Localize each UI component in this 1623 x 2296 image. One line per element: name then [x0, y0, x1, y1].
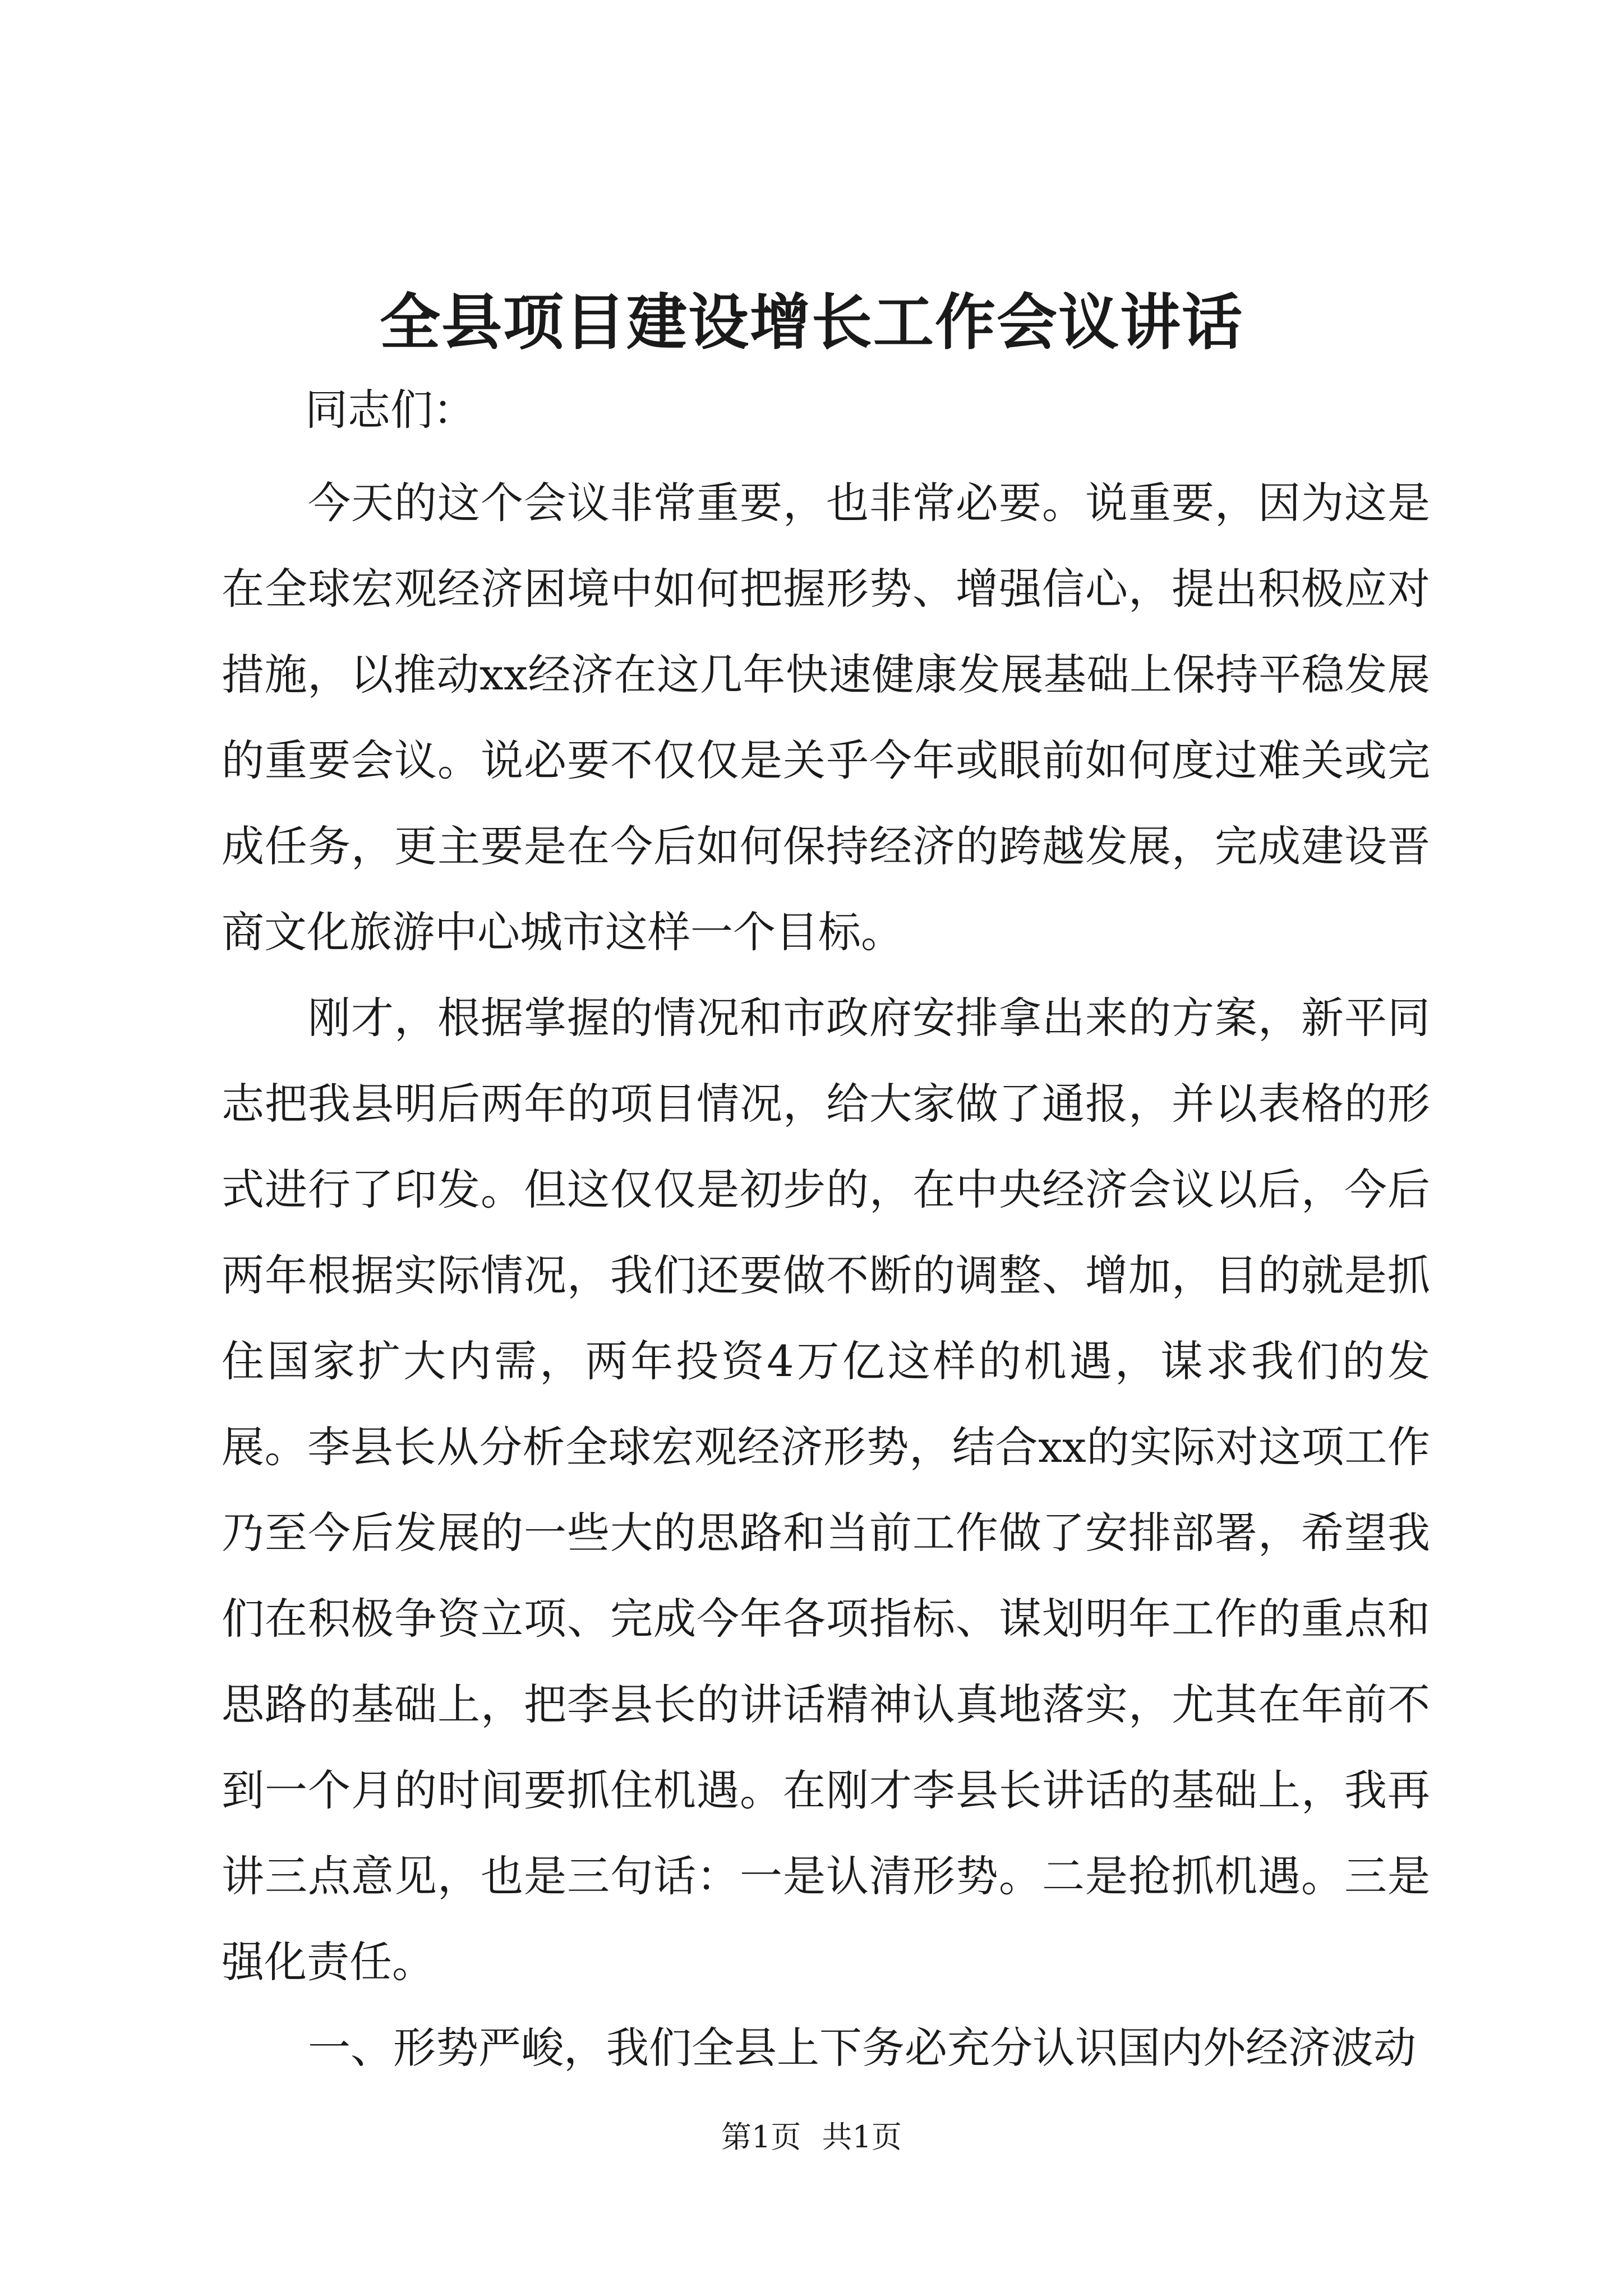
paragraph-1: 今天的这个会议非常重要，也非常必要。说重要，因为这是在全球宏观经济困境中如何把握形势、增强信心，提出积极应对措施，以推动xx经济在这几年快速健康发展基础上保持平稳发展的重要会议。说必要不仅仅是关乎今年或眼前如何度过难关或完成任务，更主要是在今后如何保持经济的跨越发展，完成建设晋商文化旅游中心城市这样一个目标。 — [222, 478, 1430, 957]
page-title: 全县项目建设增长工作会议讲话 — [379, 287, 1243, 358]
document-body — [222, 460, 1430, 2091]
paragraph-3: 一、形势严峻，我们全县上下务必充分认识国内外经济波动 — [308, 2023, 1416, 2073]
page-number: 第1页 — [721, 2119, 801, 2155]
paragraph-2: 刚才，根据掌握的情况和市政府安排拿出来的方案，新平同志把我县明后两年的项目情况，给大家做了通报，并以表格的形式进行了印发。但这仅仅是初步的，在中央经济会议以后，今后两年根据实际情况，我们还要做不断的调整、增加，目的就是抓住国家扩大内需，两年投资4万亿这样的机遇，谋求我们的发展。李县长从分析全球宏观经济形势，结合xx的实际对这项工作乃至今后发展的一些大的思路和当前工作做了安排部署，希望我们在积极争资立项、完成今年各项指标、谋划明年工作的重点和思路的基础上，把李县长的讲话精神认真地落实，尤其在年前不到一个月的时间要抓住机遇。在刚才李县长讲话的基础上，我再讲三点意见，也是三句话：一是认清形势。二是抢抓机遇。三是强化责任。 — [222, 993, 1430, 1987]
page-total: 共1页 — [822, 2119, 902, 2155]
page-footer — [0, 2115, 1623, 2160]
salutation: 同志们： — [305, 385, 476, 435]
